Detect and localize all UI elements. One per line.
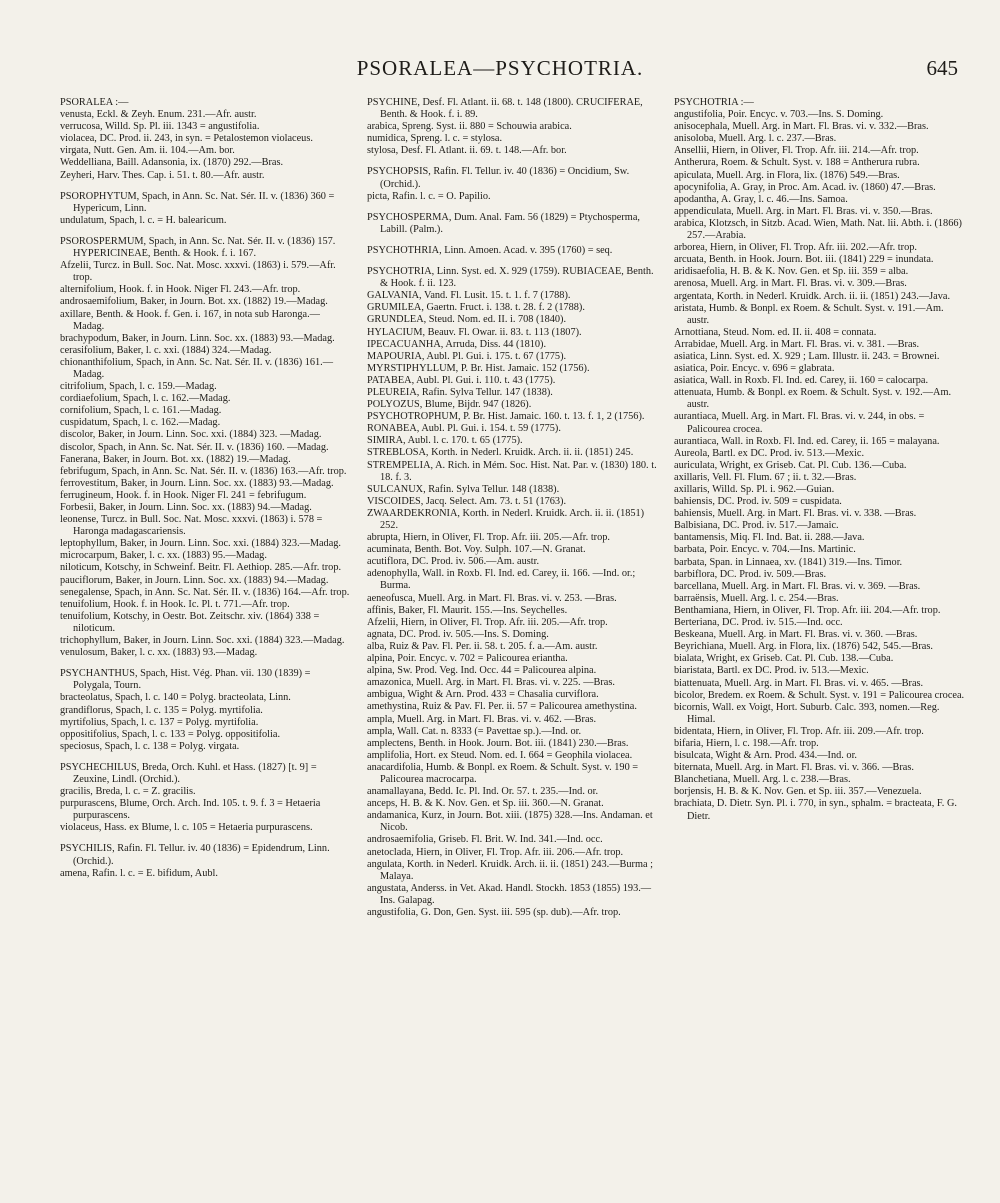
species-entry: purpurascens, Blume, Orch. Arch. Ind. 105. t. 9. f. 3 = Hetaeria purpurascens. — [60, 798, 321, 822]
genus-entry: PSOROPHYTUM, Spach, in Ann. Sc. Nat. Sér. II. v. (1836) 360 = Hypericum, Linn. — [60, 190, 335, 214]
species-entry: arborea, Hiern, in Oliver, Fl. Trop. Afr. iii. 202.—Afr. trop. — [674, 242, 917, 254]
species-entry: apodantha, A. Gray, l. c. 46.—Ins. Samoa. — [674, 193, 848, 205]
species-entry: niloticum, Kotschy, in Schweinf. Beitr. Fl. Aethiop. 285.—Afr. trop. — [60, 562, 342, 574]
species-entry: barbata, Span. in Linnaea, xv. (1841) 319.—Ins. Timor. — [674, 556, 903, 568]
species-entry: discolor, Spach, in Ann. Sc. Nat. Sér. II. v. (1836) 160. —Madag. — [60, 441, 329, 453]
species-entry: virgata, Nutt. Gen. Am. ii. 104.—Am. bor. — [60, 145, 235, 157]
species-entry: argentata, Korth. in Nederl. Kruidk. Arch. ii. ii. (1851) 243.—Java. — [674, 290, 951, 302]
species-entry: SIMIRA, Aubl. l. c. 170. t. 65 (1775). — [367, 435, 523, 447]
species-entry: barbiflora, DC. Prod. iv. 509.—Bras. — [674, 568, 827, 580]
species-entry: citrifolium, Spach, l. c. 159.—Madag. — [60, 381, 217, 393]
species-entry: Balbisiana, DC. Prod. iv. 517.—Jamaic. — [674, 520, 839, 532]
species-entry: PLEUREIA, Rafin. Sylva Tellur. 147 (1838). — [367, 386, 553, 398]
genus-entry: PSYCHANTHUS, Spach, Hist. Vég. Phan. vii. 130 (1839) = Polygala, Tourn. — [60, 668, 311, 692]
species-entry: ampla, Wall. Cat. n. 8333 (= Pavettae sp.).—Ind. or. — [367, 725, 582, 737]
species-entry: bialata, Wright, ex Griseb. Cat. Pl. Cub. 138.—Cuba. — [674, 653, 894, 665]
species-entry: amena, Rafin. l. c. = E. bifidum, Aubl. — [60, 867, 218, 879]
species-entry: bifaria, Hiern, l. c. 198.—Afr. trop. — [674, 737, 819, 749]
species-entry: microcarpum, Baker, l. c. xx. (1883) 95.—Madag. — [60, 550, 267, 562]
species-entry: arabica, Spreng. Syst. ii. 880 = Schouwia arabica. — [367, 121, 572, 133]
species-entry: MYRSTIPHYLLUM, P. Br. Hist. Jamaic. 152 (1756). — [367, 362, 590, 374]
column-middle — [367, 97, 658, 1187]
species-entry: tenuifolium, Hook. f. in Hook. Ic. Pl. t. 771.—Afr. trop. — [60, 598, 290, 610]
species-entry: androsaemifolia, Griseb. Fl. Brit. W. Ind. 341.—Ind. occ. — [367, 834, 603, 846]
species-entry: Afzelii, Hiern, in Oliver, Fl. Trop. Afr. iii. 205.—Afr. trop. — [367, 616, 608, 628]
species-entry: leptophyllum, Baker, in Journ. Linn. Soc. xxi. (1884) 323.—Madag. — [60, 538, 342, 550]
species-entry: pauciflorum, Baker, in Journ. Linn. Soc. xx. (1883) 94.—Madag. — [60, 574, 329, 586]
genus-entry: PSOROSPERMUM, Spach, in Ann. Sc. Nat. Sér. II. v. (1836) 157. HYPERICINEAE, Benth. & Hook. f. i. 167. — [60, 235, 336, 260]
species-entry: bidentata, Hiern, in Oliver, Fl. Trop. Afr. iii. 209.—Afr. trop. — [674, 725, 924, 737]
species-entry: Weddelliana, Baill. Adansonia, ix. (1870) 292.—Bras. — [60, 157, 284, 169]
species-entry: bisulcata, Wight & Arn. Prod. 434.—Ind. or. — [674, 750, 858, 762]
species-entry: aristata, Humb. & Bonpl. ex Roem. & Schult. Syst. v. 191.—Am. austr. — [674, 302, 944, 326]
species-entry: biternata, Muell. Arg. in Mart. Fl. Bras. vi. v. 366. —Bras. — [674, 762, 914, 774]
species-entry: axillare, Benth. & Hook. f. Gen. i. 167, in nota sub Haronga.—Madag. — [60, 308, 320, 332]
species-entry: arcuata, Benth. in Hook. Journ. Bot. iii. (1841) 229 = inundata. — [674, 254, 934, 266]
genus-entry: PSYCHINE, Desf. Fl. Atlant. ii. 68. t. 148 (1800). CRUCIFERAE, Benth. & Hook. f. i. 89. — [367, 97, 643, 121]
genus-entry: PSYCHOTRIA :— — [674, 97, 754, 108]
species-entry: SULCANUX, Rafin. Sylva Tellur. 148 (1838). — [367, 483, 560, 495]
species-entry: alpina, Poir. Encyc. v. 702 = Palicourea eriantha. — [367, 653, 568, 665]
species-entry: andamanica, Kurz, in Journ. Bot. xiii. (1875) 328.—Ins. Andaman. et Nicob. — [367, 810, 653, 834]
species-entry: oppositifolius, Spach, l. c. 133 = Polyg. oppositifolia. — [60, 728, 281, 740]
species-entry: trichophyllum, Baker, in Journ. Linn. Soc. xxi. (1884) 323.—Madag. — [60, 635, 345, 647]
species-entry: axillaris, Willd. Sp. Pl. i. 962.—Guian. — [674, 484, 835, 495]
species-entry: amazonica, Muell. Arg. in Mart. Fl. Bras. vi. v. 225. —Bras. — [367, 677, 615, 689]
species-entry: acuminata, Benth. Bot. Voy. Sulph. 107.—N. Granat. — [367, 544, 586, 556]
species-entry: senegalense, Spach, in Ann. Sc. Nat. Sér. II. v. (1836) 164.—Afr. trop. — [60, 586, 350, 598]
species-entry: febrifugum, Spach, in Ann. Sc. Nat. Sér. II. v. (1836) 163.—Afr. trop. — [60, 465, 347, 477]
species-entry: bantamensis, Miq. Fl. Ind. Bat. ii. 288.—Java. — [674, 532, 865, 544]
species-entry: axillaris, Vell. Fl. Flum. 67 ; ii. t. 32.—Bras. — [674, 471, 857, 483]
species-entry: GALVANIA, Vand. Fl. Lusit. 15. t. 1. f. 7 (1788). — [367, 290, 571, 302]
species-entry: Zeyheri, Harv. Thes. Cap. i. 51. t. 80.—Afr. austr. — [60, 169, 265, 181]
species-entry: arabica, Klotzsch, in Sitzb. Acad. Wien, Math. Nat. lii. Abth. i. (1866) 257.—Arabia. — [674, 217, 962, 242]
species-entry: arenosa, Muell. Arg. in Mart. Fl. Bras. vi. v. 309.—Bras. — [674, 278, 907, 290]
species-entry: ZWAARDEKRONIA, Korth. in Nederl. Kruidk. Arch. ii. ii. (1851) 252. — [367, 507, 645, 531]
species-entry: speciosus, Spach, l. c. 138 = Polyg. virgata. — [60, 740, 240, 752]
species-entry: ferrugineum, Hook. f. in Hook. Niger Fl. 241 = febrifugum. — [60, 489, 307, 501]
species-entry: amethystina, Ruiz & Pav. Fl. Per. ii. 57 = Palicourea amethystina. — [367, 701, 637, 713]
species-entry: asiatica, Poir. Encyc. v. 696 = glabrata. — [674, 363, 835, 375]
species-entry: Arnottiana, Steud. Nom. ed. II. ii. 408 = connata. — [674, 326, 877, 338]
species-entry: angustifolia, G. Don, Gen. Syst. iii. 595 (sp. dub).—Afr. trop. — [367, 907, 621, 918]
species-entry: asiatica, Linn. Syst. ed. X. 929 ; Lam. Illustr. ii. 243. = Brownei. — [674, 350, 940, 362]
species-entry: Antherura, Roem. & Schult. Syst. v. 188 = Antherura rubra. — [674, 157, 920, 169]
species-entry: violaceus, Hass. ex Blume, l. c. 105 = Hetaeria purpurascens. — [60, 822, 313, 834]
species-entry: amplectens, Benth. in Hook. Journ. Bot. iii. (1841) 230.—Bras. — [367, 737, 629, 749]
species-entry: anisocephala, Muell. Arg. in Mart. Fl. Bras. vi. v. 332.—Bras. — [674, 121, 929, 133]
species-entry: angustifolia, Poir. Encyc. v. 703.—Ins. S. Doming. — [674, 109, 884, 121]
species-entry: Arrabidae, Muell. Arg. in Mart. Fl. Bras. vi. v. 381. —Bras. — [674, 338, 920, 350]
species-entry: stylosa, Desf. Fl. Atlant. ii. 69. t. 148.—Afr. bor. — [367, 145, 567, 157]
species-entry: appendiculata, Muell. Arg. in Mart. Fl. Bras. vi. v. 350.—Bras. — [674, 205, 933, 217]
species-entry: acutiflora, DC. Prod. iv. 506.—Am. austr. — [367, 556, 540, 568]
column-left — [60, 97, 351, 1187]
species-entry: undulatum, Spach, l. c. = H. balearicum. — [60, 214, 227, 226]
species-entry: bracteolatus, Spach, l. c. 140 = Polyg. bracteolata, Linn. — [60, 692, 291, 704]
species-entry: Blanchetiana, Muell. Arg. l. c. 238.—Bras. — [674, 774, 851, 786]
species-entry: biattenuata, Muell. Arg. in Mart. Fl. Bras. vi. v. 465. —Bras. — [674, 677, 924, 689]
species-entry: barcellana, Muell. Arg. in Mart. Fl. Bras. vi. v. 369. —Bras. — [674, 580, 921, 592]
species-entry: anceps, H. B. & K. Nov. Gen. et Sp. iii. 360.—N. Granat. — [367, 798, 604, 810]
species-entry: bicolor, Bredem. ex Roem. & Schult. Syst. v. 191 = Palicourea crocea. — [674, 689, 965, 701]
species-entry: aridisaefolia, H. B. & K. Nov. Gen. et Sp. iii. 359 = alba. — [674, 266, 909, 278]
species-entry: GRUMILEA, Gaertn. Fruct. i. 138. t. 28. f. 2 (1788). — [367, 302, 585, 314]
species-entry: anacardifolia, Humb. & Bonpl. ex Roem. & Schult. Syst. v. 190 = Palicourea macrocarpa. — [367, 761, 639, 785]
species-entry: alba, Ruiz & Pav. Fl. Per. ii. 58. t. 205. f. a.—Am. austr. — [367, 640, 598, 652]
genus-entry: PSYCHOPSIS, Rafin. Fl. Tellur. iv. 40 (1836) = Oncidium, Sw. (Orchid.). — [367, 166, 630, 190]
species-entry: ferrovestitum, Baker, in Journ. Linn. Soc. xx. (1883) 93.—Madag. — [60, 477, 334, 489]
page-number: 645 — [926, 56, 958, 80]
species-entry: apocynifolia, A. Gray, in Proc. Am. Acad. iv. (1860) 47.—Bras. — [674, 181, 936, 193]
species-entry: ampla, Muell. Arg. in Mart. Fl. Bras. vi. v. 462. —Bras. — [367, 713, 597, 725]
species-entry: brachypodum, Baker, in Journ. Linn. Soc. xx. (1883) 93.—Madag. — [60, 332, 335, 344]
species-entry: alpina, Sw. Prod. Veg. Ind. Occ. 44 = Palicourea alpina. — [367, 665, 597, 677]
genus-entry: PSYCHILIS, Rafin. Fl. Tellur. iv. 40 (1836) = Epidendrum, Linn. (Orchid.). — [60, 843, 330, 867]
species-entry: aurantiaca, Wall. in Roxb. Fl. Ind. ed. Carey, ii. 165 = malayana. — [674, 435, 940, 447]
species-entry: alternifolium, Hook. f. in Hook. Niger Fl. 243.—Afr. trop. — [60, 284, 301, 296]
species-entry: bicornis, Wall. ex Voigt, Hort. Suburb. Calc. 393, nomen.—Reg. Himal. — [674, 701, 940, 725]
species-entry: aeneofusca, Muell. Arg. in Mart. Fl. Bras. vi. v. 253. —Bras. — [367, 592, 617, 604]
species-entry: Aureola, Bartl. ex DC. Prod. iv. 513.—Mexic. — [674, 447, 865, 459]
species-entry: Fanerana, Baker, in Journ. Bot. xx. (1882) 19.—Madag. — [60, 453, 291, 465]
species-entry: biaristata, Bartl. ex DC. Prod. iv. 513.—Mexic. — [674, 665, 869, 677]
species-entry: Afzelii, Turcz. in Bull. Soc. Nat. Mosc. xxxvi. (1863) i. 579.—Afr. trop. — [60, 260, 336, 284]
species-entry: Ansellii, Hiern, in Oliver, Fl. Trop. Afr. iii. 214.—Afr. trop. — [674, 145, 919, 157]
species-entry: IPECACUANHA, Arruda, Diss. 44 (1810). — [367, 338, 547, 350]
species-entry: picta, Rafin. l. c. = O. Papilio. — [367, 190, 491, 202]
species-entry: angulata, Korth. in Nederl. Kruidk. Arch. ii. ii. (1851) 243.—Burma ; Malaya. — [367, 858, 653, 882]
running-head — [0, 56, 1000, 86]
species-entry: gracilis, Breda, l. c. = Z. gracilis. — [60, 786, 196, 798]
species-entry: leonense, Turcz. in Bull. Soc. Nat. Mosc. xxxvi. (1863) i. 578 = Haronga madagascariensis. — [60, 514, 323, 538]
species-entry: PATABEA, Aubl. Pl. Gui. i. 110. t. 43 (1775). — [367, 374, 556, 386]
text-columns — [60, 97, 965, 1187]
genus-entry: PSORALEA :— — [60, 97, 129, 108]
species-entry: anisoloba, Muell. Arg. l. c. 237.—Bras. — [674, 133, 837, 145]
genus-entry: PSYCHOTRIA, Linn. Syst. ed. X. 929 (1759). RUBIACEAE, Benth. & Hook. f. ii. 123. — [367, 266, 654, 290]
species-entry: POLYOZUS, Blume, Bijdr. 947 (1826). — [367, 399, 532, 411]
species-entry: amplifolia, Hort. ex Steud. Nom. ed. I. 664 = Geophila violacea. — [367, 749, 633, 761]
species-entry: grandiflorus, Spach, l. c. 135 = Polyg. myrtifolia. — [60, 704, 263, 716]
species-entry: Berteriana, DC. Prod. iv. 515.—Ind. occ. — [674, 617, 843, 629]
species-entry: Beyrichiana, Muell. Arg. in Flora, lix. (1876) 542, 545.—Bras. — [674, 641, 933, 653]
species-entry: RONABEA, Aubl. Pl. Gui. i. 154. t. 59 (1775). — [367, 423, 561, 435]
species-entry: apiculata, Muell. Arg. in Flora, lix. (1876) 549.—Bras. — [674, 169, 900, 181]
species-entry: borjensis, H. B. & K. Nov. Gen. et Sp. iii. 357.—Venezuela. — [674, 786, 922, 798]
species-entry: barbata, Poir. Encyc. v. 704.—Ins. Martinic. — [674, 544, 856, 556]
species-entry: discolor, Baker, in Journ. Linn. Soc. xxi. (1884) 323. —Madag. — [60, 429, 322, 441]
column-right — [674, 97, 965, 1187]
species-entry: tenuifolium, Kotschy, in Oestr. Bot. Zeitschr. xiv. (1864) 338 = niloticum. — [60, 610, 320, 634]
species-entry: PSYCHOTROPHUM, P. Br. Hist. Jamaic. 160. t. 13. f. 1, 2 (1756). — [367, 411, 645, 423]
species-entry: affinis, Baker, Fl. Maurit. 155.—Ins. Seychelles. — [367, 604, 568, 616]
species-entry: VISCOIDES, Jacq. Select. Am. 73. t. 51 (1763). — [367, 495, 567, 507]
species-entry: ambigua, Wight & Arn. Prod. 433 = Chasalia curviflora. — [367, 689, 599, 701]
species-entry: attenuata, Humb. & Bonpl. ex Roem. & Schult. Syst. v. 192.—Am. austr. — [674, 387, 952, 411]
species-entry: chionanthifolium, Spach, in Ann. Sc. Nat. Sér. II. v. (1836) 161.—Madag. — [60, 356, 334, 380]
species-entry: asiatica, Wall. in Roxb. Fl. Ind. ed. Carey, ii. 160 = calocarpa. — [674, 375, 929, 387]
species-entry: myrtifolius, Spach, l. c. 137 = Polyg. myrtifolia. — [60, 716, 259, 728]
species-entry: adenophylla, Wall. in Roxb. Fl. Ind. ed. Carey, ii. 166. —Ind. or.; Burma. — [367, 568, 636, 592]
species-entry: bahiensis, Muell. Arg. in Mart. Fl. Bras. vi. v. 338. —Bras. — [674, 508, 917, 520]
running-title: PSORALEA—PSYCHOTRIA. — [356, 56, 644, 80]
species-entry: numidica, Spreng. l. c. = stylosa. — [367, 133, 503, 145]
species-entry: brachiata, D. Dietr. Syn. Pl. i. 770, in syn., sphalm. = bracteata, F. G. Dietr. — [674, 798, 957, 822]
species-entry: anamallayana, Bedd. Ic. Pl. Ind. Or. 57. t. 235.—Ind. or. — [367, 786, 599, 798]
species-entry: venusta, Eckl. & Zeyh. Enum. 231.—Afr. austr. — [60, 109, 257, 121]
species-entry: bahiensis, DC. Prod. iv. 509 = cuspidata. — [674, 496, 842, 508]
species-entry: barraënsis, Muell. Arg. l. c. 254.—Bras. — [674, 592, 839, 604]
species-entry: abrupta, Hiern, in Oliver, Fl. Trop. Afr. iii. 205.—Afr. trop. — [367, 532, 610, 544]
species-entry: STREBLOSA, Korth. in Nederl. Kruidk. Arch. ii. ii. (1851) 245. — [367, 447, 634, 459]
species-entry: violacea, DC. Prod. ii. 243, in syn. = Petalostemon violaceus. — [60, 133, 313, 145]
species-entry: venulosum, Baker, l. c. xx. (1883) 93.—Madag. — [60, 647, 258, 659]
species-entry: STREMPELIA, A. Rich. in Mém. Soc. Hist. Nat. Par. v. (1830) 180. t. 18. f. 3. — [367, 459, 657, 483]
species-entry: cordiaefolium, Spach, l. c. 162.—Madag. — [60, 393, 231, 405]
species-entry: HYLACIUM, Beauv. Fl. Owar. ii. 83. t. 113 (1807). — [367, 326, 582, 338]
species-entry: agnata, DC. Prod. iv. 505.—Ins. S. Doming. — [367, 628, 549, 640]
genus-entry: PSYCHOSPERMA, Dum. Anal. Fam. 56 (1829) = Ptychosperma, Labill. (Palm.). — [367, 211, 640, 235]
species-entry: MAPOURIA, Aubl. Pl. Gui. i. 175. t. 67 (1775). — [367, 350, 567, 362]
species-entry: aurantiaca, Muell. Arg. in Mart. Fl. Bras. vi. v. 244, in obs. = Palicourea crocea. — [674, 411, 925, 435]
genus-entry: PSYCHECHILUS, Breda, Orch. Kuhl. et Hass. (1827) [t. 9] = Zeuxine, Lindl. (Orchid.). — [60, 761, 317, 785]
species-entry: GRUNDLEA, Steud. Nom. ed. II. i. 708 (1840). — [367, 314, 567, 326]
species-entry: anetoclada, Hiern, in Oliver, Fl. Trop. Afr. iii. 206.—Afr. trop. — [367, 846, 624, 858]
species-entry: angustata, Anderss. in Vet. Akad. Handl. Stockh. 1853 (1855) 193.—Ins. Galapag. — [367, 882, 652, 906]
species-entry: Benthamiana, Hiern, in Oliver, Fl. Trop. Afr. iii. 204.—Afr. trop. — [674, 604, 941, 616]
species-entry: auriculata, Wright, ex Griseb. Cat. Pl. Cub. 136.—Cuba. — [674, 459, 907, 471]
species-entry: cuspidatum, Spach, l. c. 162.—Madag. — [60, 417, 221, 429]
species-entry: Beskeana, Muell. Arg. in Mart. Fl. Bras. vi. v. 360. —Bras. — [674, 629, 918, 641]
species-entry: cornifolium, Spach, l. c. 161.—Madag. — [60, 405, 222, 417]
species-entry: Forbesii, Baker, in Journ. Linn. Soc. xx. (1883) 94.—Madag. — [60, 502, 312, 513]
species-entry: cerasifolium, Baker, l. c. xxi. (1884) 324.—Madag. — [60, 344, 272, 356]
species-entry: verrucosa, Willd. Sp. Pl. iii. 1343 = angustifolia. — [60, 121, 260, 133]
species-entry: androsaemifolium, Baker, in Journ. Bot. xx. (1882) 19.—Madag. — [60, 296, 328, 308]
genus-entry: PSYCHOTHRIA, Linn. Amoen. Acad. v. 395 (1760) = seq. — [367, 244, 613, 256]
